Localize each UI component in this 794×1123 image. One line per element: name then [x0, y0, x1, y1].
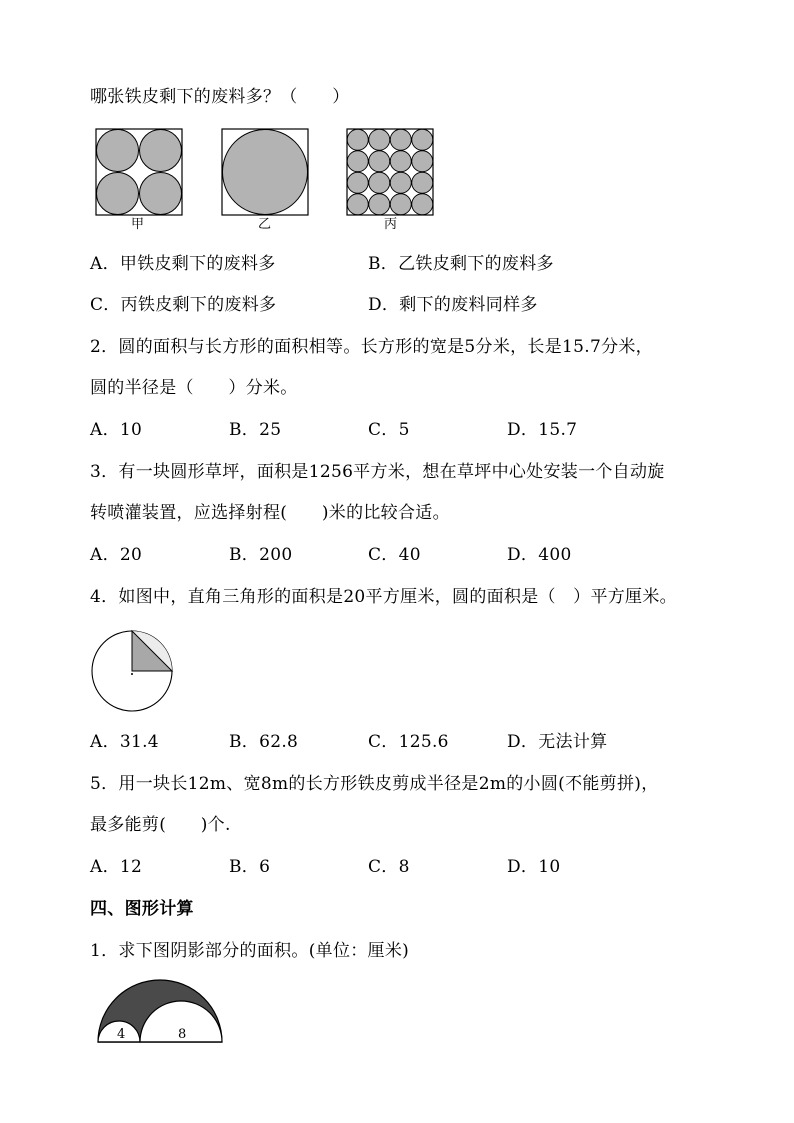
figure-label-yi: 乙 [258, 217, 272, 232]
figure-yi [221, 128, 309, 216]
question-2-line-1: 2．圆的面积与长方形的面积相等。长方形的宽是5分米，长是15.7分米， [90, 337, 653, 357]
option-c: C．40 [368, 545, 421, 565]
option-a: A．10 [90, 420, 143, 440]
question-5-line-2: 最多能剪( )个. [90, 815, 231, 835]
option-c: C．5 [368, 420, 410, 440]
question-5-line-1: 5．用一块长12m、宽8m的长方形铁皮剪成半径是2m的小圆(不能剪拼)， [90, 774, 659, 794]
option-d: D．无法计算 [507, 732, 608, 752]
figure-jia [95, 128, 183, 216]
option-b: B．62.8 [229, 732, 299, 752]
section-4-question-1: 1．求下图阴影部分的面积。(单位：厘米) [90, 941, 410, 961]
figure-bing [346, 128, 434, 216]
option-b: B．25 [229, 420, 282, 440]
question-3-line-2: 转喷灌装置，应选择射程( )米的比较合适。 [90, 503, 450, 523]
question-3-line-1: 3．有一块圆形草坪，面积是1256平方米，想在草坪中心处安装一个自动旋 [90, 462, 665, 482]
option-b: B．6 [229, 857, 271, 877]
option-d: D．10 [507, 857, 561, 877]
option-b: B．乙铁皮剩下的废料多 [368, 254, 554, 274]
option-d: D．15.7 [507, 420, 578, 440]
question-4-text: 4．如图中，直角三角形的面积是20平方厘米，圆的面积是（ ）平方厘米。 [90, 587, 677, 607]
option-c: C．丙铁皮剩下的废料多 [90, 295, 277, 315]
option-d: D．400 [507, 545, 572, 565]
semicircle-shaded-figure [96, 978, 228, 1046]
circle-triangle-figure [90, 628, 176, 714]
option-c: C．8 [368, 857, 410, 877]
section-heading: 四、图形计算 [90, 899, 194, 919]
option-d: D．剩下的废料同样多 [368, 295, 538, 315]
option-a: A．12 [90, 857, 143, 877]
option-a: A．甲铁皮剩下的废料多 [90, 254, 276, 274]
question-text: 哪张铁皮剩下的废料多？（ ） [90, 87, 350, 107]
option-b: B．200 [229, 545, 293, 565]
figure-label-bing: 丙 [384, 217, 398, 232]
option-c: C．125.6 [368, 732, 449, 752]
option-a: A．31.4 [90, 732, 159, 752]
figure-label-jia: 甲 [131, 217, 145, 232]
figure-label-small-diameter: 4 [117, 1027, 126, 1042]
option-a: A．20 [90, 545, 143, 565]
figure-label-large-diameter: 8 [178, 1027, 187, 1042]
question-2-line-2: 圆的半径是（ ）分米。 [90, 378, 298, 398]
